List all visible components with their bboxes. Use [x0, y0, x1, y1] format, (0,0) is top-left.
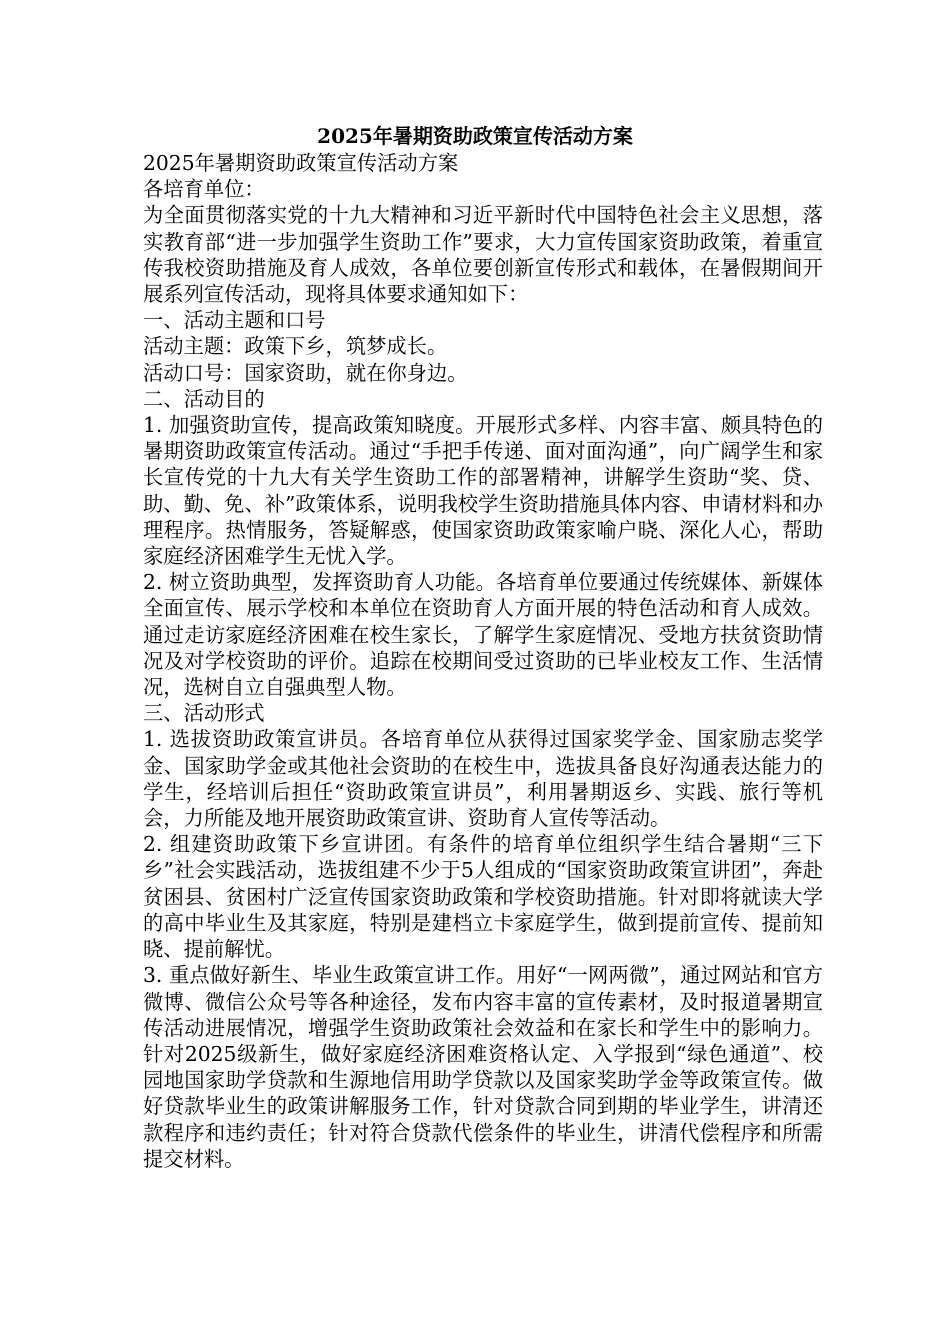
- section-heading-forms: 三、活动形式: [143, 701, 265, 726]
- form-item-1: 1. 选拔资助政策宣讲员。各培育单位从获得过国家奖学金、国家励志奖学金、国家助学金或其他社会资助的在校生中，选拔具备良好沟通表达能力的学生，经培训后担任“资助政策宣讲员”，利用暑期返乡、实践、旅行等机会，力所能及地开展资助政策宣讲、资助育人宣传等活动。: [143, 727, 823, 831]
- section-heading-theme: 一、活动主题和口号: [143, 308, 326, 333]
- form-item-3: 3. 重点做好新生、毕业生政策宣讲工作。用好“一网两微”，通过网站和官方微博、微信公众号等各种途径，发布内容丰富的宣传素材，及时报道暑期宣传活动进展情况，增强学生资助政策社会效益和在家长和学生中的影响力。针对2025级新生，做好家庭经济困难资格认定、入学报到“绿色通道”、校园地国家助学贷款和生源地信用助学贷款以及国家奖助学金等政策宣传。做好贷款毕业生的政策讲解服务工作，针对贷款合同到期的毕业学生，讲清还款程序和违约责任；针对符合贷款代偿条件的毕业生，讲清代偿程序和所需提交材料。: [143, 963, 823, 1171]
- salutation: 各培育单位：: [143, 177, 265, 202]
- activity-theme: 活动主题：政策下乡，筑梦成长。: [143, 334, 448, 359]
- form-item-2: 2. 组建资助政策下乡宣讲团。有条件的培育单位组织学生结合暑期“三下乡”社会实践活动，选拔组建不少于5人组成的“国家资助政策宣讲团”，奔赴贫困县、贫困村广泛宣传国家资助政策和学校资助措施。针对即将就读大学的高中毕业生及其家庭，特别是建档立卡家庭学生，做到提前宣传、提前知晓、提前解忧。: [143, 832, 823, 962]
- section-heading-purpose: 二、活动目的: [143, 386, 265, 411]
- purpose-item-2: 2. 树立资助典型，发挥资助育人功能。各培育单位要通过传统媒体、新媒体全面宣传、展示学校和本单位在资助育人方面开展的特色活动和育人成效。通过走访家庭经济困难在校生家长，了解学生家庭情况、受地方扶贫资助情况及对学校资助的评价。追踪在校期间受过资助的已毕业校友工作、生活情况，选树自立自强典型人物。: [143, 570, 823, 700]
- document-body: [143, 150, 823, 1172]
- document-title: 2025年暑期资助政策宣传活动方案: [317, 124, 633, 148]
- subtitle-line: 2025年暑期资助政策宣传活动方案: [143, 151, 459, 175]
- activity-slogan: 活动口号：国家资助，就在你身边。: [143, 360, 468, 385]
- intro-paragraph: 为全面贯彻落实党的十九大精神和习近平新时代中国特色社会主义思想，落实教育部“进一步加强学生资助工作”要求，大力宣传国家资助政策，着重宣传我校资助措施及育人成效，各单位要创新宣传形式和载体，在暑假期间开展系列宣传活动，现将具体要求通知如下：: [143, 203, 823, 307]
- purpose-item-1: 1. 加强资助宣传，提高政策知晓度。开展形式多样、内容丰富、颇具特色的暑期资助政策宣传活动。通过“手把手传递、面对面沟通”，向广阔学生和家长宣传党的十九大有关学生资助工作的部署精神，讲解学生资助“奖、贷、助、勤、免、补”政策体系，说明我校学生资助措施具体内容、申请材料和办理程序。热情服务，答疑解惑，使国家资助政策家喻户晓、深化人心，帮助家庭经济困难学生无忧入学。: [143, 413, 823, 569]
